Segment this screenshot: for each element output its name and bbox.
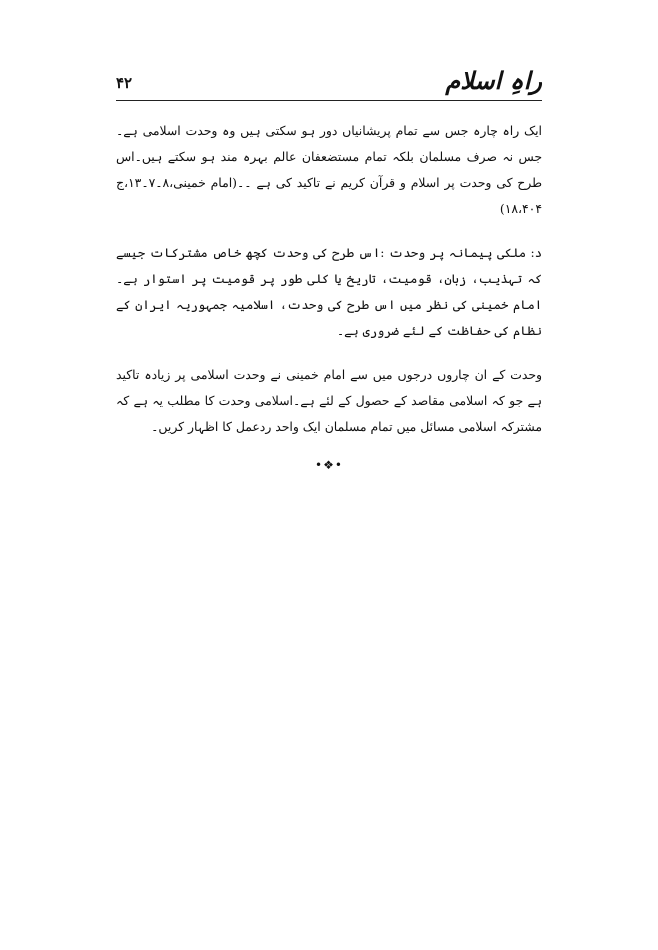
page-body	[116, 118, 542, 478]
paragraph-national-unity: د: ملکی پیمانہ پر وحدت :اس طرح کی وحدت کچھ خاص مشترکات جیسے کہ تہذیب، زبان، قومیت، تاریخ یا کلی طور پر قومیت پر استوار ہے۔امام خمینی کی نظر میں اس طرح کی وحدت، اسلامیہ جمہوریہ ایران کے نظام کی حفاظت کے لئے ضروری ہے۔	[116, 245, 542, 338]
page-header	[116, 62, 542, 101]
page-number: ۴۲	[116, 74, 133, 92]
paragraph-conclusion: وحدت کے ان چاروں درجوں میں سے امام خمینی نے وحدت اسلامی پر زیادہ تاکید ہے جو کہ اسلامی مقاصد کے حصول کے لئے ہے۔اسلامی وحدت کا مطلب یہ ہے کہ مشترکہ اسلامی مسائل میں تمام مسلمان ایک واحد ردعمل کا اظہار کریں۔	[116, 367, 542, 434]
book-title: راہِ اسلام	[445, 66, 542, 95]
paragraph-islamic-unity: ایک راہ چارہ جس سے تمام پریشانیاں دور ہو سکتی ہیں وہ وحدت اسلامی ہے۔جس نہ صرف مسلمان بلکہ تمام مستضعفان عالم بہرہ مند ہو سکتے ہیں۔اس طرح کی وحدت پر اسلام و قرآن کریم نے تاکید کی ہے ۔۔(امام خمینی،۸۔۷۔۱۳،ج ۱۸،۴۰۴)	[116, 123, 542, 216]
section-end-ornament: •❖•	[315, 458, 343, 472]
